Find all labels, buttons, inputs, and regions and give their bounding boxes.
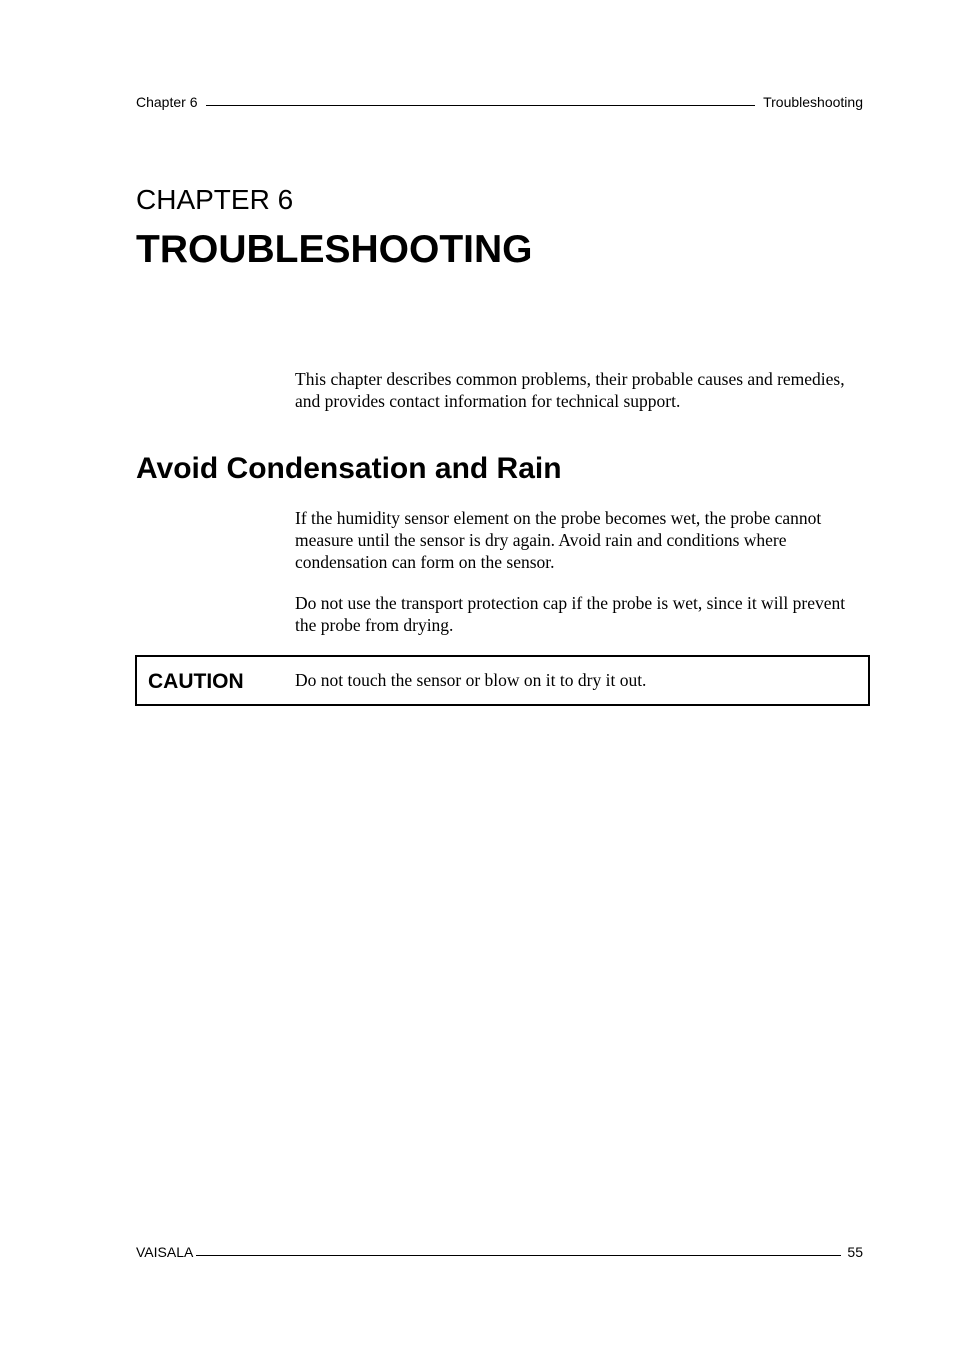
header-chapter-number: Chapter 6 xyxy=(136,94,198,110)
header-rule xyxy=(206,104,755,106)
running-header xyxy=(136,90,863,110)
chapter-title: TROUBLESHOOTING xyxy=(136,228,533,271)
page-number: 55 xyxy=(847,1244,863,1260)
footer-company: VAISALA xyxy=(136,1244,194,1260)
section-heading: Avoid Condensation and Rain xyxy=(136,452,562,485)
footer-rule xyxy=(196,1254,841,1256)
caution-box xyxy=(135,655,870,706)
body-paragraph: Do not use the transport protection cap if the probe is wet, since it will prevent the probe from drying. xyxy=(295,593,846,635)
running-footer xyxy=(136,1240,863,1260)
body-paragraph: If the humidity sensor element on the probe becomes wet, the probe cannot measure until the sensor is dry again. Avoid rain and conditions where condensation can form on the sensor. xyxy=(295,508,822,572)
caution-label: CAUTION xyxy=(148,670,244,693)
intro-paragraph: This chapter describes common problems, their probable causes and remedies, and provides contact information for technical support. xyxy=(295,369,845,411)
chapter-label: CHAPTER 6 xyxy=(136,184,294,215)
header-chapter-name: Troubleshooting xyxy=(763,94,863,110)
caution-text: Do not touch the sensor or blow on it to dry it out. xyxy=(295,670,647,690)
